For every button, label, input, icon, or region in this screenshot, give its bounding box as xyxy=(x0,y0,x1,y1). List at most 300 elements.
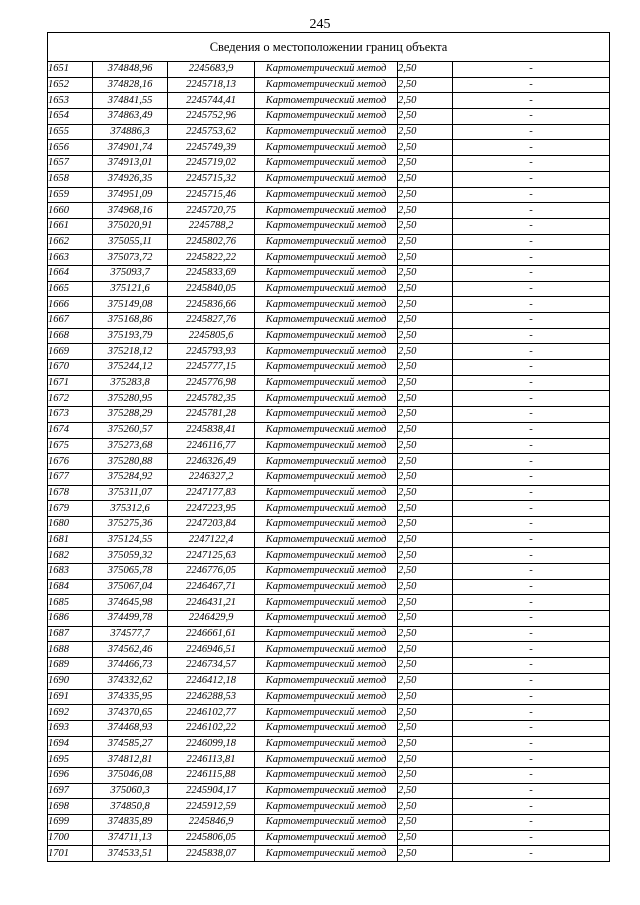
description-cell: - xyxy=(453,767,610,783)
table-row xyxy=(48,767,610,783)
coord-y: 2246327,2 xyxy=(168,469,255,485)
accuracy-cell: 2,50 xyxy=(398,705,453,721)
coord-y: 2245793,93 xyxy=(168,344,255,360)
method-cell: Картометрический метод xyxy=(255,265,398,281)
description-cell: - xyxy=(453,265,610,281)
accuracy-cell: 2,50 xyxy=(398,62,453,78)
coord-x: 375283,8 xyxy=(93,375,168,391)
table-row xyxy=(48,422,610,438)
accuracy-cell: 2,50 xyxy=(398,783,453,799)
coord-x: 374585,27 xyxy=(93,736,168,752)
coord-x: 375260,57 xyxy=(93,422,168,438)
coord-y: 2245838,41 xyxy=(168,422,255,438)
method-cell: Картометрический метод xyxy=(255,422,398,438)
accuracy-cell: 2,50 xyxy=(398,313,453,329)
coord-x: 374466,73 xyxy=(93,658,168,674)
accuracy-cell: 2,50 xyxy=(398,516,453,532)
coord-y: 2245752,96 xyxy=(168,109,255,125)
table-row xyxy=(48,391,610,407)
coord-x: 375124,55 xyxy=(93,532,168,548)
coord-x: 374335,95 xyxy=(93,689,168,705)
table-row xyxy=(48,626,610,642)
point-number: 1677 xyxy=(48,469,93,485)
description-cell: - xyxy=(453,375,610,391)
accuracy-cell: 2,50 xyxy=(398,501,453,517)
method-cell: Картометрический метод xyxy=(255,532,398,548)
method-cell: Картометрический метод xyxy=(255,752,398,768)
accuracy-cell: 2,50 xyxy=(398,846,453,862)
table-row xyxy=(48,218,610,234)
point-number: 1670 xyxy=(48,360,93,376)
table-row xyxy=(48,93,610,109)
method-cell: Картометрический метод xyxy=(255,360,398,376)
table-row xyxy=(48,281,610,297)
accuracy-cell: 2,50 xyxy=(398,532,453,548)
method-cell: Картометрический метод xyxy=(255,281,398,297)
coord-x: 374926,35 xyxy=(93,171,168,187)
method-cell: Картометрический метод xyxy=(255,642,398,658)
coordinates-table xyxy=(47,32,610,862)
table-row xyxy=(48,375,610,391)
accuracy-cell: 2,50 xyxy=(398,626,453,642)
point-number: 1679 xyxy=(48,501,93,517)
accuracy-cell: 2,50 xyxy=(398,642,453,658)
accuracy-cell: 2,50 xyxy=(398,689,453,705)
description-cell: - xyxy=(453,689,610,705)
coord-y: 2245781,28 xyxy=(168,407,255,423)
coord-y: 2245749,39 xyxy=(168,140,255,156)
point-number: 1698 xyxy=(48,799,93,815)
coord-x: 374468,93 xyxy=(93,720,168,736)
accuracy-cell: 2,50 xyxy=(398,328,453,344)
table-row xyxy=(48,783,610,799)
coord-x: 375093,7 xyxy=(93,265,168,281)
coord-y: 2247125,63 xyxy=(168,548,255,564)
method-cell: Картометрический метод xyxy=(255,391,398,407)
coord-y: 2246946,51 xyxy=(168,642,255,658)
point-number: 1691 xyxy=(48,689,93,705)
table-title-row xyxy=(48,33,610,62)
table-row xyxy=(48,846,610,862)
point-number: 1689 xyxy=(48,658,93,674)
coord-y: 2245776,98 xyxy=(168,375,255,391)
coord-y: 2246099,18 xyxy=(168,736,255,752)
point-number: 1694 xyxy=(48,736,93,752)
table-row xyxy=(48,407,610,423)
method-cell: Картометрический метод xyxy=(255,407,398,423)
table-row xyxy=(48,830,610,846)
description-cell: - xyxy=(453,830,610,846)
point-number: 1661 xyxy=(48,218,93,234)
method-cell: Картометрический метод xyxy=(255,501,398,517)
description-cell: - xyxy=(453,516,610,532)
method-cell: Картометрический метод xyxy=(255,846,398,862)
method-cell: Картометрический метод xyxy=(255,203,398,219)
coord-x: 374968,16 xyxy=(93,203,168,219)
coord-y: 2245744,41 xyxy=(168,93,255,109)
coord-x: 374562,46 xyxy=(93,642,168,658)
point-number: 1696 xyxy=(48,767,93,783)
coord-x: 374828,16 xyxy=(93,77,168,93)
description-cell: - xyxy=(453,328,610,344)
description-cell: - xyxy=(453,469,610,485)
coord-x: 375244,12 xyxy=(93,360,168,376)
table-row xyxy=(48,187,610,203)
table-row xyxy=(48,689,610,705)
point-number: 1671 xyxy=(48,375,93,391)
description-cell: - xyxy=(453,109,610,125)
accuracy-cell: 2,50 xyxy=(398,124,453,140)
table-row xyxy=(48,642,610,658)
method-cell: Картометрический метод xyxy=(255,171,398,187)
accuracy-cell: 2,50 xyxy=(398,234,453,250)
description-cell: - xyxy=(453,93,610,109)
description-cell: - xyxy=(453,673,610,689)
coord-y: 2246116,77 xyxy=(168,438,255,454)
coord-x: 374841,55 xyxy=(93,93,168,109)
method-cell: Картометрический метод xyxy=(255,313,398,329)
table-body xyxy=(48,62,610,862)
method-cell: Картометрический метод xyxy=(255,516,398,532)
coord-x: 374848,96 xyxy=(93,62,168,78)
coord-x: 374332,62 xyxy=(93,673,168,689)
coord-y: 2246734,57 xyxy=(168,658,255,674)
coord-x: 375020,91 xyxy=(93,218,168,234)
point-number: 1651 xyxy=(48,62,93,78)
method-cell: Картометрический метод xyxy=(255,626,398,642)
accuracy-cell: 2,50 xyxy=(398,830,453,846)
description-cell: - xyxy=(453,720,610,736)
method-cell: Картометрический метод xyxy=(255,595,398,611)
description-cell: - xyxy=(453,391,610,407)
accuracy-cell: 2,50 xyxy=(398,297,453,313)
point-number: 1692 xyxy=(48,705,93,721)
coord-y: 2247223,95 xyxy=(168,501,255,517)
table-row xyxy=(48,516,610,532)
coord-x: 374901,74 xyxy=(93,140,168,156)
accuracy-cell: 2,50 xyxy=(398,360,453,376)
coord-x: 375280,95 xyxy=(93,391,168,407)
coord-y: 2245753,62 xyxy=(168,124,255,140)
coord-x: 375288,29 xyxy=(93,407,168,423)
table-row xyxy=(48,77,610,93)
description-cell: - xyxy=(453,736,610,752)
point-number: 1658 xyxy=(48,171,93,187)
coord-y: 2245719,02 xyxy=(168,156,255,172)
accuracy-cell: 2,50 xyxy=(398,250,453,266)
coord-x: 374913,01 xyxy=(93,156,168,172)
table-title: Сведения о местоположении границ объекта xyxy=(48,33,610,62)
point-number: 1657 xyxy=(48,156,93,172)
description-cell: - xyxy=(453,705,610,721)
description-cell: - xyxy=(453,77,610,93)
point-number: 1697 xyxy=(48,783,93,799)
accuracy-cell: 2,50 xyxy=(398,109,453,125)
coord-y: 2245840,05 xyxy=(168,281,255,297)
coord-y: 2247177,83 xyxy=(168,485,255,501)
table-row xyxy=(48,62,610,78)
table-row xyxy=(48,234,610,250)
description-cell: - xyxy=(453,626,610,642)
method-cell: Картометрический метод xyxy=(255,783,398,799)
description-cell: - xyxy=(453,171,610,187)
point-number: 1680 xyxy=(48,516,93,532)
table-row xyxy=(48,124,610,140)
accuracy-cell: 2,50 xyxy=(398,454,453,470)
coord-x: 374951,09 xyxy=(93,187,168,203)
point-number: 1690 xyxy=(48,673,93,689)
description-cell: - xyxy=(453,297,610,313)
method-cell: Картометрический метод xyxy=(255,673,398,689)
accuracy-cell: 2,50 xyxy=(398,344,453,360)
accuracy-cell: 2,50 xyxy=(398,156,453,172)
method-cell: Картометрический метод xyxy=(255,328,398,344)
point-number: 1695 xyxy=(48,752,93,768)
coord-x: 375073,72 xyxy=(93,250,168,266)
accuracy-cell: 2,50 xyxy=(398,752,453,768)
description-cell: - xyxy=(453,799,610,815)
point-number: 1672 xyxy=(48,391,93,407)
table-row xyxy=(48,799,610,815)
method-cell: Картометрический метод xyxy=(255,579,398,595)
accuracy-cell: 2,50 xyxy=(398,815,453,831)
table-row xyxy=(48,548,610,564)
coord-y: 2245683,9 xyxy=(168,62,255,78)
table-row xyxy=(48,250,610,266)
description-cell: - xyxy=(453,532,610,548)
table-row xyxy=(48,673,610,689)
accuracy-cell: 2,50 xyxy=(398,218,453,234)
point-number: 1675 xyxy=(48,438,93,454)
coord-y: 2246102,77 xyxy=(168,705,255,721)
table-row xyxy=(48,658,610,674)
point-number: 1682 xyxy=(48,548,93,564)
coord-x: 375284,92 xyxy=(93,469,168,485)
coord-x: 374577,7 xyxy=(93,626,168,642)
table-row xyxy=(48,297,610,313)
description-cell: - xyxy=(453,187,610,203)
point-number: 1665 xyxy=(48,281,93,297)
accuracy-cell: 2,50 xyxy=(398,281,453,297)
method-cell: Картометрический метод xyxy=(255,564,398,580)
description-cell: - xyxy=(453,203,610,219)
accuracy-cell: 2,50 xyxy=(398,595,453,611)
method-cell: Картометрический метод xyxy=(255,250,398,266)
coord-x: 375273,68 xyxy=(93,438,168,454)
accuracy-cell: 2,50 xyxy=(398,548,453,564)
table-row xyxy=(48,344,610,360)
coord-x: 375193,79 xyxy=(93,328,168,344)
coord-x: 375046,08 xyxy=(93,767,168,783)
accuracy-cell: 2,50 xyxy=(398,673,453,689)
point-number: 1700 xyxy=(48,830,93,846)
page-number: 245 xyxy=(309,17,331,32)
coord-y: 2246431,21 xyxy=(168,595,255,611)
table-row xyxy=(48,611,610,627)
coord-y: 2246113,81 xyxy=(168,752,255,768)
description-cell: - xyxy=(453,422,610,438)
point-number: 1699 xyxy=(48,815,93,831)
method-cell: Картометрический метод xyxy=(255,485,398,501)
point-number: 1668 xyxy=(48,328,93,344)
method-cell: Картометрический метод xyxy=(255,156,398,172)
table-row xyxy=(48,328,610,344)
coord-x: 375065,78 xyxy=(93,564,168,580)
table-row xyxy=(48,532,610,548)
accuracy-cell: 2,50 xyxy=(398,720,453,736)
point-number: 1667 xyxy=(48,313,93,329)
description-cell: - xyxy=(453,62,610,78)
table-row xyxy=(48,752,610,768)
coord-y: 2247203,84 xyxy=(168,516,255,532)
coord-y: 2245720,75 xyxy=(168,203,255,219)
accuracy-cell: 2,50 xyxy=(398,171,453,187)
coord-x: 374835,89 xyxy=(93,815,168,831)
accuracy-cell: 2,50 xyxy=(398,658,453,674)
method-cell: Картометрический метод xyxy=(255,187,398,203)
table-row xyxy=(48,140,610,156)
method-cell: Картометрический метод xyxy=(255,297,398,313)
coord-y: 2245838,07 xyxy=(168,846,255,862)
coord-y: 2246467,71 xyxy=(168,579,255,595)
method-cell: Картометрический метод xyxy=(255,454,398,470)
table-row xyxy=(48,564,610,580)
coord-y: 2245802,76 xyxy=(168,234,255,250)
coord-x: 374850,8 xyxy=(93,799,168,815)
accuracy-cell: 2,50 xyxy=(398,485,453,501)
method-cell: Картометрический метод xyxy=(255,375,398,391)
method-cell: Картометрический метод xyxy=(255,705,398,721)
coord-x: 375168,86 xyxy=(93,313,168,329)
point-number: 1663 xyxy=(48,250,93,266)
accuracy-cell: 2,50 xyxy=(398,375,453,391)
coord-x: 374711,13 xyxy=(93,830,168,846)
accuracy-cell: 2,50 xyxy=(398,422,453,438)
method-cell: Картометрический метод xyxy=(255,93,398,109)
coord-y: 2245718,13 xyxy=(168,77,255,93)
point-number: 1669 xyxy=(48,344,93,360)
method-cell: Картометрический метод xyxy=(255,77,398,93)
point-number: 1659 xyxy=(48,187,93,203)
description-cell: - xyxy=(453,407,610,423)
description-cell: - xyxy=(453,642,610,658)
coord-y: 2246288,53 xyxy=(168,689,255,705)
point-number: 1686 xyxy=(48,611,93,627)
accuracy-cell: 2,50 xyxy=(398,767,453,783)
description-cell: - xyxy=(453,281,610,297)
method-cell: Картометрический метод xyxy=(255,611,398,627)
description-cell: - xyxy=(453,360,610,376)
accuracy-cell: 2,50 xyxy=(398,140,453,156)
method-cell: Картометрический метод xyxy=(255,469,398,485)
description-cell: - xyxy=(453,218,610,234)
table-row xyxy=(48,469,610,485)
table-row xyxy=(48,595,610,611)
method-cell: Картометрический метод xyxy=(255,438,398,454)
table-row xyxy=(48,203,610,219)
coord-y: 2245805,6 xyxy=(168,328,255,344)
coord-y: 2245836,66 xyxy=(168,297,255,313)
method-cell: Картометрический метод xyxy=(255,124,398,140)
point-number: 1662 xyxy=(48,234,93,250)
coord-x: 375149,08 xyxy=(93,297,168,313)
coord-x: 374370,65 xyxy=(93,705,168,721)
coord-x: 374645,98 xyxy=(93,595,168,611)
description-cell: - xyxy=(453,234,610,250)
description-cell: - xyxy=(453,250,610,266)
coord-y: 2245846,9 xyxy=(168,815,255,831)
coord-x: 374812,81 xyxy=(93,752,168,768)
description-cell: - xyxy=(453,124,610,140)
point-number: 1656 xyxy=(48,140,93,156)
coord-x: 374863,49 xyxy=(93,109,168,125)
point-number: 1673 xyxy=(48,407,93,423)
coord-x: 375059,32 xyxy=(93,548,168,564)
coord-x: 374886,3 xyxy=(93,124,168,140)
table-row xyxy=(48,501,610,517)
coord-y: 2245833,69 xyxy=(168,265,255,281)
accuracy-cell: 2,50 xyxy=(398,579,453,595)
description-cell: - xyxy=(453,344,610,360)
coord-y: 2245788,2 xyxy=(168,218,255,234)
accuracy-cell: 2,50 xyxy=(398,736,453,752)
coord-x: 375311,07 xyxy=(93,485,168,501)
method-cell: Картометрический метод xyxy=(255,736,398,752)
coord-y: 2245912,59 xyxy=(168,799,255,815)
accuracy-cell: 2,50 xyxy=(398,93,453,109)
point-number: 1678 xyxy=(48,485,93,501)
coord-x: 375218,12 xyxy=(93,344,168,360)
coord-y: 2246429,9 xyxy=(168,611,255,627)
point-number: 1687 xyxy=(48,626,93,642)
coord-y: 2245782,35 xyxy=(168,391,255,407)
coord-y: 2246776,05 xyxy=(168,564,255,580)
description-cell: - xyxy=(453,658,610,674)
coord-y: 2245715,46 xyxy=(168,187,255,203)
description-cell: - xyxy=(453,815,610,831)
coord-x: 374533,51 xyxy=(93,846,168,862)
method-cell: Картометрический метод xyxy=(255,140,398,156)
table-row xyxy=(48,705,610,721)
description-cell: - xyxy=(453,156,610,172)
table-row xyxy=(48,265,610,281)
table-row xyxy=(48,360,610,376)
coord-y: 2247122,4 xyxy=(168,532,255,548)
method-cell: Картометрический метод xyxy=(255,109,398,125)
table-row xyxy=(48,156,610,172)
coord-y: 2246326,49 xyxy=(168,454,255,470)
accuracy-cell: 2,50 xyxy=(398,391,453,407)
coord-x: 375055,11 xyxy=(93,234,168,250)
method-cell: Картометрический метод xyxy=(255,62,398,78)
coord-x: 375280,88 xyxy=(93,454,168,470)
description-cell: - xyxy=(453,140,610,156)
coord-x: 374499,78 xyxy=(93,611,168,627)
accuracy-cell: 2,50 xyxy=(398,77,453,93)
description-cell: - xyxy=(453,783,610,799)
table-row xyxy=(48,438,610,454)
accuracy-cell: 2,50 xyxy=(398,438,453,454)
description-cell: - xyxy=(453,611,610,627)
method-cell: Картометрический метод xyxy=(255,234,398,250)
point-number: 1688 xyxy=(48,642,93,658)
table-row xyxy=(48,109,610,125)
point-number: 1654 xyxy=(48,109,93,125)
method-cell: Картометрический метод xyxy=(255,767,398,783)
description-cell: - xyxy=(453,548,610,564)
coord-y: 2245904,17 xyxy=(168,783,255,799)
point-number: 1685 xyxy=(48,595,93,611)
